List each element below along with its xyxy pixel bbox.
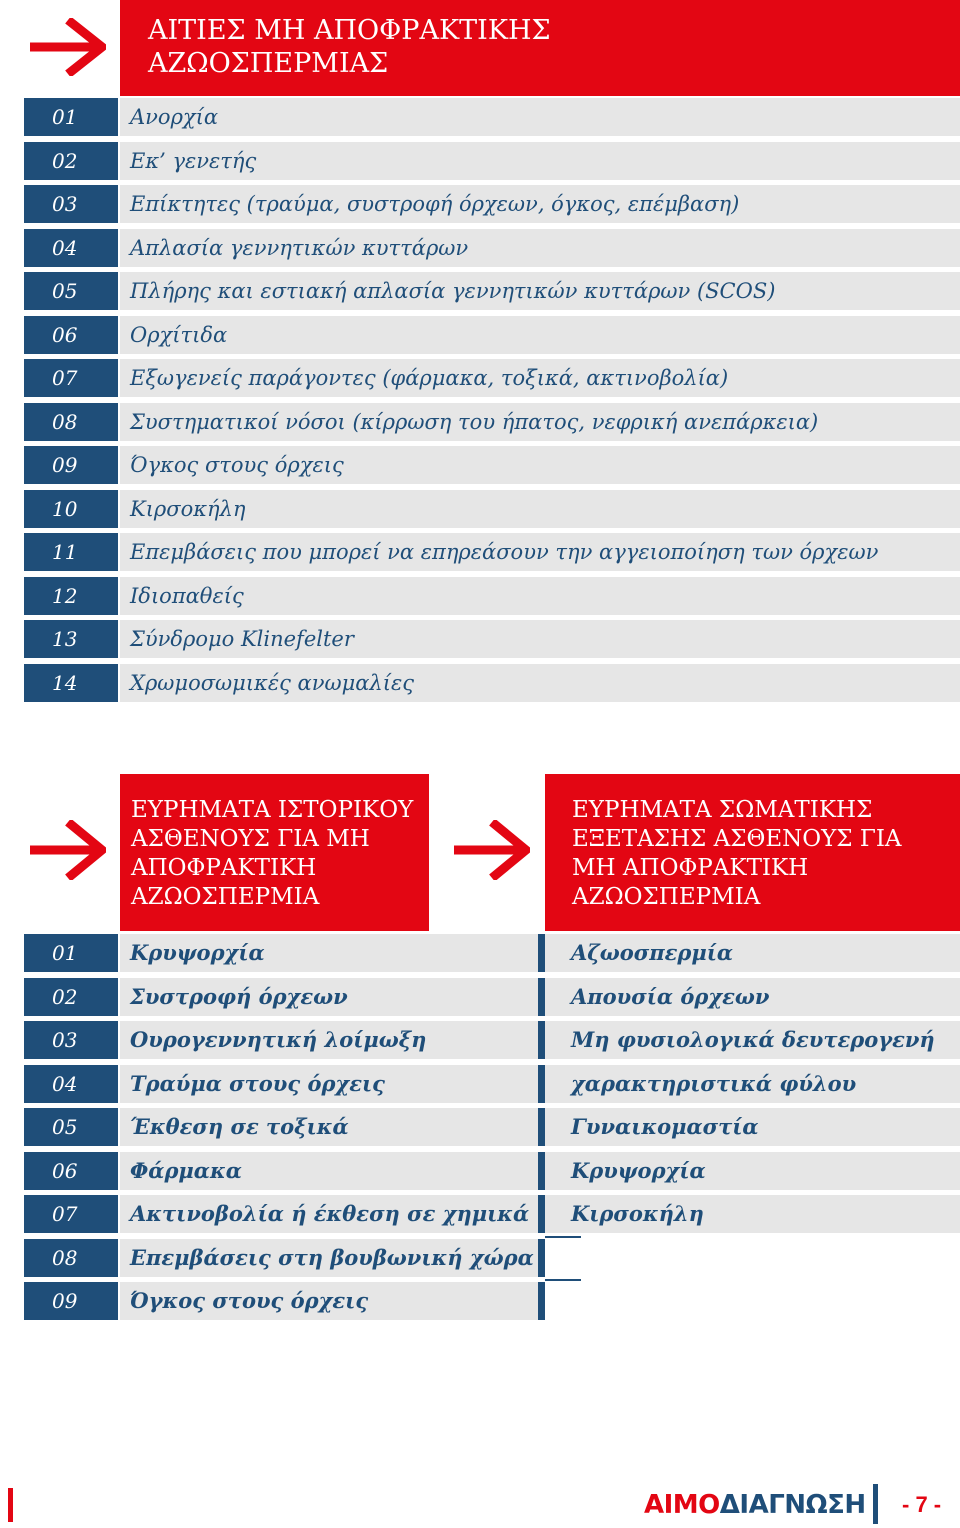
right-header-line-4: ΑΖΩΟΣΠΕΡΜΙΑ — [572, 884, 761, 910]
row-text: Απλασία γεννητικών κυττάρων — [120, 229, 960, 267]
row-text: Όγκος στους όρχεις — [120, 446, 960, 484]
row-number: 06 — [24, 316, 118, 354]
column-divider — [538, 1152, 545, 1190]
row-number: 08 — [24, 1239, 118, 1277]
row-number: 01 — [24, 934, 118, 972]
table-row — [24, 98, 960, 136]
row-text: Συστροφή όρχεων — [120, 978, 538, 1016]
red-arrow-icon — [452, 820, 530, 880]
red-arrow-icon — [28, 18, 106, 76]
table-row — [24, 272, 960, 310]
row-text: Χρωμοσωμικές ανωμαλίες — [120, 664, 960, 702]
left-header-line-3: ΑΠΟΦΡΑΚΤΙΚΗ — [131, 855, 317, 881]
row-text: Συστηματικοί νόσοι (κίρρωση του ήπατος, νεφρική ανεπάρκεια) — [120, 403, 960, 441]
table-row — [24, 142, 960, 180]
row-text: Επεμβάσεις στη βουβωνική χώρα — [120, 1239, 538, 1277]
list-item: χαρακτηριστικά φύλου — [545, 1065, 960, 1103]
section2-right-header — [545, 774, 960, 931]
list-item: Κιρσοκήλη — [545, 1195, 960, 1233]
table-row — [24, 359, 960, 397]
brand-part-1: ΑΙΜΟ — [644, 1490, 720, 1520]
list-item: Μη φυσιολογικά δευτερογενή — [545, 1021, 960, 1059]
table-row — [24, 229, 960, 267]
row-text: Εξωγενείς παράγοντες (φάρμακα, τοξικά, ακτινοβολία) — [120, 359, 960, 397]
table-row — [24, 1152, 544, 1190]
row-number: 07 — [24, 1195, 118, 1233]
left-header-line-1: ΕΥΡΗΜΑΤΑ ΙΣΤΟΡΙΚΟΥ — [131, 797, 414, 823]
table-row — [24, 1195, 544, 1233]
brand-part-2: ΔΙΑΓΝΩΣΗ — [719, 1490, 866, 1520]
row-number: 09 — [24, 446, 118, 484]
table-row — [24, 1021, 544, 1059]
table-row — [24, 1282, 544, 1320]
right-header-line-2: ΕΞΕΤΑΣΗΣ ΑΣΘΕΝΟΥΣ ΓΙΑ — [572, 826, 902, 852]
table-row — [24, 577, 960, 615]
footer-separator — [873, 1484, 878, 1524]
column-divider — [538, 978, 545, 1016]
row-number: 01 — [24, 98, 118, 136]
table-row — [24, 664, 960, 702]
left-header-line-4: ΑΖΩΟΣΠΕΡΜΙΑ — [131, 884, 320, 910]
row-underline — [545, 1279, 581, 1281]
list-item: Κρυψορχία — [545, 1152, 960, 1190]
row-text: Ακτινοβολία ή έκθεση σε χημικά — [120, 1195, 538, 1233]
section1-title-line-1: ΑΙΤΙΕΣ ΜΗ ΑΠΟΦΡΑΚΤΙΚΗΣ — [148, 15, 551, 46]
row-text: Κιρσοκήλη — [120, 490, 960, 528]
row-text: Επίκτητες (τραύμα, συστροφή όρχεων, όγκος, επέμβαση) — [120, 185, 960, 223]
column-divider — [538, 1195, 545, 1233]
row-number: 02 — [24, 142, 118, 180]
row-text: Ιδιοπαθείς — [120, 577, 960, 615]
brand-logo — [644, 1490, 866, 1520]
row-number: 13 — [24, 620, 118, 658]
column-divider — [538, 1065, 545, 1103]
table-row — [24, 620, 960, 658]
list-item: Γυναικομαστία — [545, 1108, 960, 1146]
table-row — [24, 1108, 544, 1146]
row-number: 11 — [24, 533, 118, 571]
footer-left-bar — [8, 1488, 13, 1522]
table-row — [24, 1065, 544, 1103]
row-number: 02 — [24, 978, 118, 1016]
table-row — [24, 533, 960, 571]
column-divider — [538, 1282, 545, 1320]
table-row — [24, 490, 960, 528]
row-text: Ορχίτιδα — [120, 316, 960, 354]
row-text: Όγκος στους όρχεις — [120, 1282, 538, 1320]
row-number: 05 — [24, 1108, 118, 1146]
section1-title-line-2: ΑΖΩΟΣΠΕΡΜΙΑΣ — [148, 48, 389, 79]
table-row — [24, 934, 544, 972]
right-header-line-1: ΕΥΡΗΜΑΤΑ ΣΩΜΑΤΙΚΗΣ — [572, 797, 873, 823]
row-number: 03 — [24, 1021, 118, 1059]
row-number: 12 — [24, 577, 118, 615]
left-header-line-2: ΑΣΘΕΝΟΥΣ ΓΙΑ ΜΗ — [131, 826, 370, 852]
list-item: Απουσία όρχεων — [545, 978, 960, 1016]
row-text: Εκ’ γενετής — [120, 142, 960, 180]
table-row — [24, 403, 960, 441]
row-text: Σύνδρομο Klinefelter — [120, 620, 960, 658]
page-number: - 7 - — [902, 1492, 942, 1517]
row-text: Φάρμακα — [120, 1152, 538, 1190]
table-row — [24, 446, 960, 484]
row-number: 04 — [24, 1065, 118, 1103]
list-item: Αζωοσπερμία — [545, 934, 960, 972]
table-row — [24, 316, 960, 354]
row-number: 05 — [24, 272, 118, 310]
row-text: Επεμβάσεις που μπορεί να επηρεάσουν την αγγειοποίηση των όρχεων — [120, 533, 960, 571]
row-number: 06 — [24, 1152, 118, 1190]
section1-header — [120, 0, 960, 96]
row-text: Ουρογεννητική λοίμωξη — [120, 1021, 538, 1059]
section2-left-header — [120, 774, 429, 931]
row-text: Πλήρης και εστιακή απλασία γεννητικών κυττάρων (SCOS) — [120, 272, 960, 310]
column-divider — [538, 934, 545, 972]
right-header-line-3: ΜΗ ΑΠΟΦΡΑΚΤΙΚΗ — [572, 855, 809, 881]
row-number: 09 — [24, 1282, 118, 1320]
row-number: 03 — [24, 185, 118, 223]
column-divider — [538, 1021, 545, 1059]
row-number: 08 — [24, 403, 118, 441]
row-number: 04 — [24, 229, 118, 267]
row-number: 07 — [24, 359, 118, 397]
row-number: 10 — [24, 490, 118, 528]
table-row — [24, 185, 960, 223]
row-number: 14 — [24, 664, 118, 702]
row-text: Κρυψορχία — [120, 934, 538, 972]
table-row — [24, 1239, 544, 1277]
row-text: Έκθεση σε τοξικά — [120, 1108, 538, 1146]
row-underline — [545, 1236, 581, 1238]
column-divider — [538, 1108, 545, 1146]
table-row — [24, 978, 544, 1016]
row-text: Τραύμα στους όρχεις — [120, 1065, 538, 1103]
row-text: Ανορχία — [120, 98, 960, 136]
red-arrow-icon — [28, 820, 106, 880]
column-divider — [538, 1239, 545, 1277]
